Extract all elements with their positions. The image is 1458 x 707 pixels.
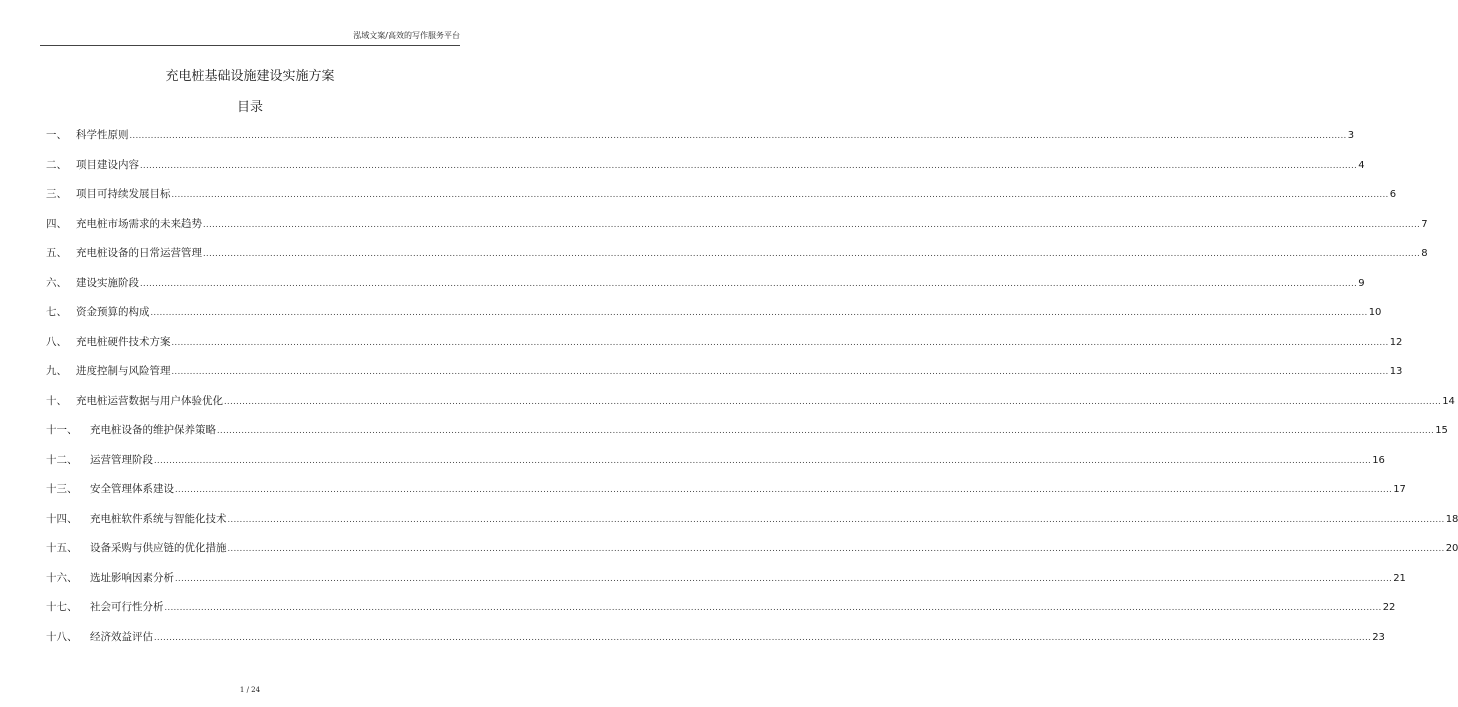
toc-dot-leader: ................................................................................................................................................................................................................................................................................................................................................................................................................ <box>217 426 1435 435</box>
toc-dot-leader: ................................................................................................................................................................................................................................................................................................................................................................................................................ <box>140 160 1358 170</box>
toc-entry[interactable] <box>46 127 1355 157</box>
toc-entry[interactable] <box>46 422 1448 452</box>
toc-entry[interactable] <box>46 304 1382 334</box>
toc-dot-leader: ................................................................................................................................................................................................................................................................................................................................................................................................................ <box>171 367 1389 376</box>
toc-entry-page: 15 <box>1435 425 1448 436</box>
toc-entry-title: 充电桩市场需求的未来趋势 <box>76 217 202 230</box>
toc-heading: 目录 <box>236 100 263 115</box>
toc-entry-title: 充电桩设备的日常运营管理 <box>76 247 202 259</box>
toc-entry-title: 充电桩硬件技术方案 <box>76 335 171 348</box>
toc-entry-number: 十、 <box>46 394 67 407</box>
toc-entry-title: 建设实施阶段 <box>76 276 139 289</box>
toc-entry-page: 8 <box>1421 248 1428 259</box>
toc-entry[interactable] <box>46 511 1458 541</box>
toc-dot-leader: ................................................................................................................................................................................................................................................................................................................................................................................................................ <box>171 337 1389 347</box>
toc-dot-leader: ................................................................................................................................................................................................................................................................................................................................................................................................................ <box>175 485 1393 494</box>
toc-entry-page: 16 <box>1372 454 1385 466</box>
toc-entry[interactable] <box>46 363 1403 393</box>
toc-dot-leader: ................................................................................................................................................................................................................................................................................................................................................................................................................ <box>227 544 1445 553</box>
toc-dot-leader: ................................................................................................................................................................................................................................................................................................................................................................................................................ <box>171 190 1389 199</box>
toc-entry[interactable] <box>46 157 1365 187</box>
toc-entry[interactable] <box>46 599 1396 629</box>
toc-dot-leader: ................................................................................................................................................................................................................................................................................................................................................................................................................ <box>140 278 1358 288</box>
toc-dot-leader: ................................................................................................................................................................................................................................................................................................................................................................................................................ <box>164 603 1382 612</box>
toc-entry-page: 18 <box>1445 513 1458 525</box>
toc-dot-leader: ................................................................................................................................................................................................................................................................................................................................................................................................................ <box>150 308 1368 317</box>
toc-entry-title: 选址影响因素分析 <box>90 571 174 584</box>
toc-entry-number: 十一、 <box>46 424 78 436</box>
toc-entry-page: 7 <box>1421 218 1428 230</box>
toc-dot-leader: ................................................................................................................................................................................................................................................................................................................................................................................................................ <box>154 455 1372 465</box>
toc-entry-page: 14 <box>1442 395 1455 407</box>
toc-entry[interactable] <box>46 629 1385 659</box>
toc-entry-page: 23 <box>1372 631 1385 643</box>
toc-entry-title: 充电桩设备的维护保养策略 <box>90 424 216 436</box>
toc-entry[interactable] <box>46 570 1406 600</box>
toc-dot-leader: ................................................................................................................................................................................................................................................................................................................................................................................................................ <box>154 632 1372 642</box>
toc-entry-title: 运营管理阶段 <box>90 453 153 466</box>
toc-entry-number: 十二、 <box>46 453 78 466</box>
toc-entry-title: 项目建设内容 <box>76 158 139 171</box>
toc-dot-leader: ................................................................................................................................................................................................................................................................................................................................................................................................................ <box>175 573 1393 583</box>
toc-entry-page: 6 <box>1389 189 1397 200</box>
toc-entry-title: 经济效益评估 <box>90 630 153 643</box>
toc-entry[interactable] <box>46 481 1406 511</box>
toc-dot-leader: ................................................................................................................................................................................................................................................................................................................................................................................................................ <box>224 396 1442 406</box>
toc-entry[interactable] <box>46 452 1385 482</box>
toc-entry-title: 充电桩运营数据与用户体验优化 <box>76 394 223 407</box>
toc-entry-title: 安全管理体系建设 <box>90 483 174 495</box>
toc-entry-title: 科学性原则 <box>76 129 129 141</box>
toc-entry-number: 二、 <box>46 158 67 171</box>
toc-entry-page: 3 <box>1347 130 1355 141</box>
toc-dot-leader: ................................................................................................................................................................................................................................................................................................................................................................................................................ <box>203 219 1421 229</box>
toc-entry[interactable] <box>46 334 1403 364</box>
header-brand: 泓域文案/高效的写作服务平台 <box>353 31 460 40</box>
toc-entry-page: 9 <box>1358 277 1365 289</box>
toc-entry-number: 六、 <box>46 276 67 289</box>
toc-entry[interactable] <box>46 245 1428 275</box>
toc-entry-number: 三、 <box>46 188 67 200</box>
toc-dot-leader: ................................................................................................................................................................................................................................................................................................................................................................................................................ <box>129 131 1347 140</box>
toc-entry-page: 12 <box>1389 336 1403 348</box>
toc-entry-number: 十三、 <box>46 483 78 495</box>
toc-entry-number: 五、 <box>46 247 67 259</box>
toc-entry-number: 十七、 <box>46 601 78 613</box>
toc-entry-page: 21 <box>1393 572 1406 584</box>
toc-entry-number: 十八、 <box>46 630 78 643</box>
toc-list <box>46 127 1458 658</box>
toc-entry-title: 项目可持续发展目标 <box>76 188 171 200</box>
document-title: 充电桩基础设施建设实施方案 <box>165 69 335 84</box>
toc-entry[interactable] <box>46 216 1428 246</box>
footer-page-indicator: 1 / 24 <box>239 686 261 694</box>
toc-entry-title: 充电桩软件系统与智能化技术 <box>90 512 227 525</box>
toc-entry-title: 设备采购与供应链的优化措施 <box>90 542 227 554</box>
toc-entry-page: 20 <box>1445 543 1458 554</box>
toc-entry-number: 七、 <box>46 306 67 318</box>
toc-entry[interactable] <box>46 393 1455 423</box>
toc-entry[interactable] <box>46 540 1458 570</box>
toc-entry-number: 九、 <box>46 365 67 377</box>
toc-entry-page: 13 <box>1389 366 1403 377</box>
toc-entry[interactable] <box>46 186 1397 216</box>
toc-entry-number: 八、 <box>46 335 67 348</box>
header-rule <box>40 45 460 46</box>
toc-entry-title: 社会可行性分析 <box>90 601 164 613</box>
toc-entry-number: 十六、 <box>46 571 78 584</box>
toc-entry-number: 十四、 <box>46 512 78 525</box>
toc-entry-number: 十五、 <box>46 542 78 554</box>
toc-entry-page: 22 <box>1382 602 1396 613</box>
toc-entry-number: 一、 <box>46 129 67 141</box>
toc-dot-leader: ................................................................................................................................................................................................................................................................................................................................................................................................................ <box>203 249 1421 258</box>
toc-entry-page: 17 <box>1393 484 1406 495</box>
toc-entry-title: 资金预算的构成 <box>76 306 150 318</box>
toc-entry-page: 4 <box>1358 159 1365 171</box>
toc-entry-page: 10 <box>1368 307 1382 318</box>
toc-dot-leader: ................................................................................................................................................................................................................................................................................................................................................................................................................ <box>227 514 1445 524</box>
toc-entry-title: 进度控制与风险管理 <box>76 365 171 377</box>
toc-entry-number: 四、 <box>46 217 67 230</box>
toc-entry[interactable] <box>46 275 1365 305</box>
